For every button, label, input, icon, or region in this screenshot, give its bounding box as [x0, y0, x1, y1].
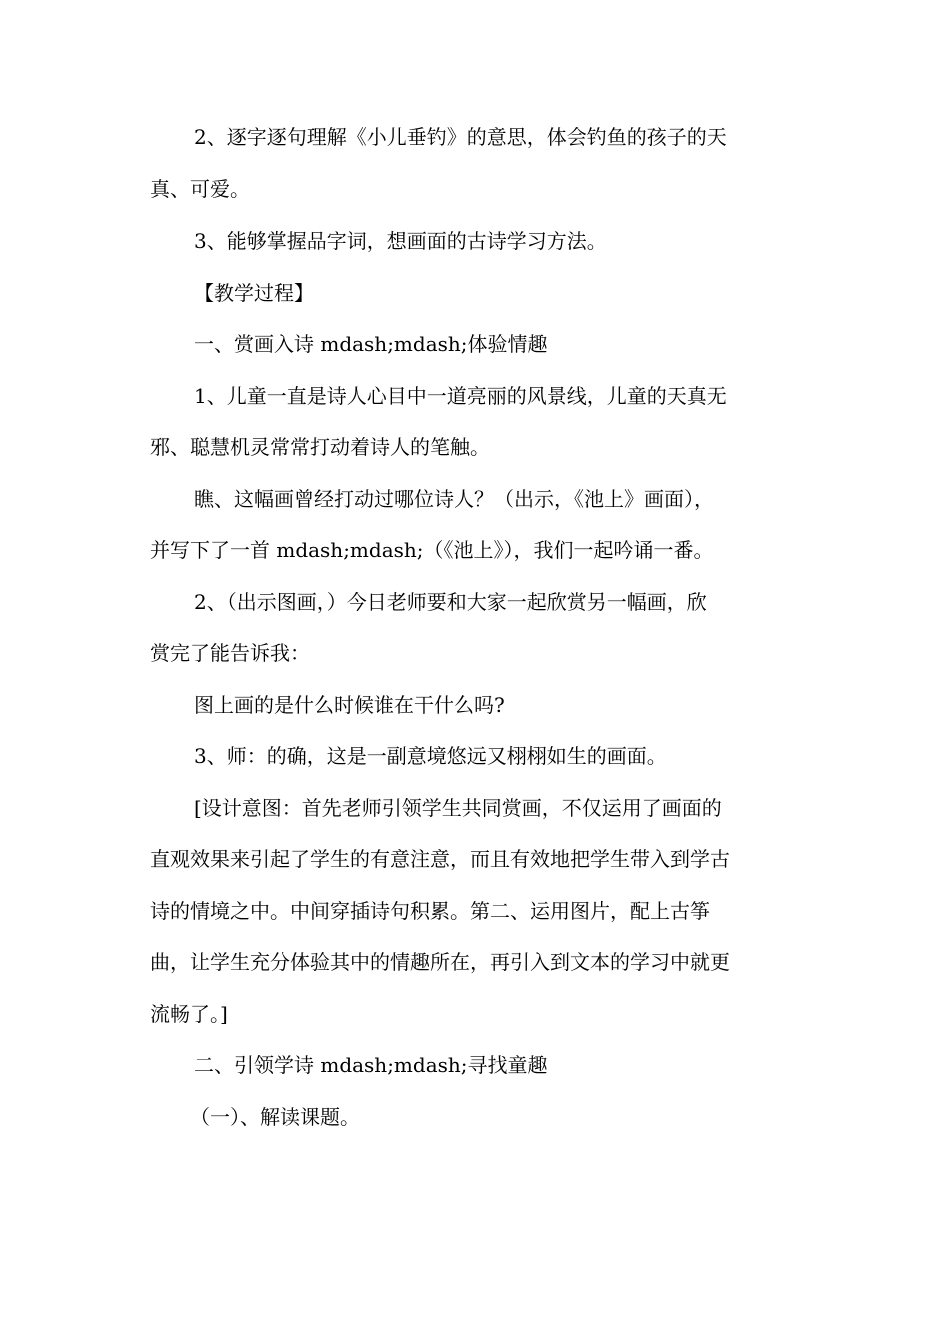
- paragraph-line: 2、逐字逐句理解《小儿垂钓》的意思，体会钓鱼的孩子的天: [194, 125, 727, 149]
- paragraph-line: 真、可爱。: [150, 177, 250, 201]
- paragraph-line: 曲，让学生充分体验其中的情趣所在，再引入到文本的学习中就更: [150, 950, 730, 974]
- paragraph-line: 流畅了。]: [150, 1002, 228, 1026]
- subsection-heading: （一）、解读课题。: [190, 1105, 360, 1129]
- paragraph-line: [设计意图：首先老师引领学生共同赏画，不仅运用了画面的: [194, 796, 722, 820]
- section-heading: 二、引领学诗 mdash;mdash;寻找童趣: [194, 1053, 548, 1077]
- paragraph-line: 并写下了一首 mdash;mdash;（《池上》），我们一起吟诵一番。: [150, 538, 714, 562]
- paragraph-line: 瞧、这幅画曾经打动过哪位诗人？（出示，《池上》画面），: [194, 487, 714, 511]
- paragraph-line: 2、（出示图画，）今日老师要和大家一起欣赏另一幅画，欣: [194, 590, 707, 614]
- paragraph-line: 图上画的是什么时候谁在干什么吗?: [194, 693, 505, 717]
- section-heading: 一、赏画入诗 mdash;mdash;体验情趣: [194, 332, 548, 356]
- section-heading: 【教学过程】: [194, 281, 314, 305]
- paragraph-line: 3、师：的确，这是一副意境悠远又栩栩如生的画面。: [194, 744, 667, 768]
- paragraph-line: 诗的情境之中。中间穿插诗句积累。第二、运用图片，配上古筝: [150, 899, 710, 923]
- paragraph-line: 直观效果来引起了学生的有意注意，而且有效地把学生带入到学古: [150, 847, 730, 871]
- paragraph-line: 赏完了能告诉我：: [150, 641, 310, 665]
- paragraph-line: 邪、聪慧机灵常常打动着诗人的笔触。: [150, 435, 490, 459]
- paragraph-line: 1、儿童一直是诗人心目中一道亮丽的风景线，儿童的天真无: [194, 384, 727, 408]
- paragraph-line: 3、能够掌握品字词，想画面的古诗学习方法。: [194, 229, 607, 253]
